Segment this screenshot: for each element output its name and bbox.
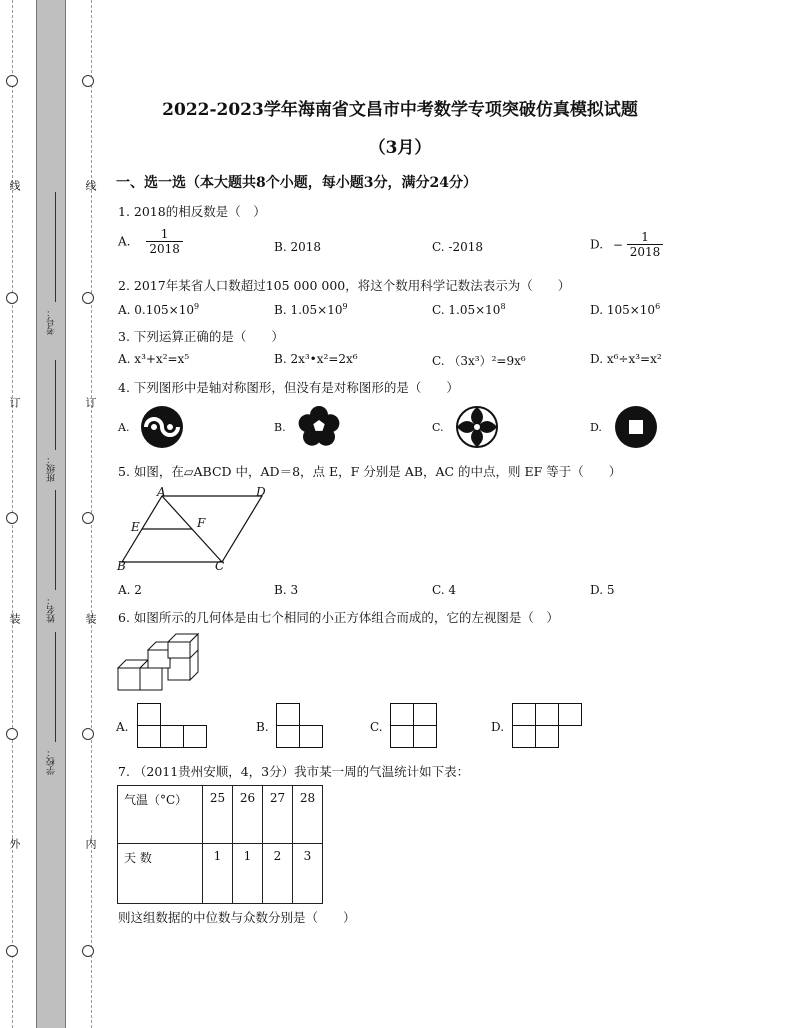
table-header-cell	[118, 786, 203, 844]
q4-figure-a-icon	[140, 405, 184, 449]
q5-option-a: A. 2	[118, 583, 142, 597]
q6-option-a-label: A.	[116, 720, 129, 734]
q1-option-d	[590, 230, 663, 259]
q4-option-c-label: C.	[432, 421, 444, 434]
question-5: 5. 如图，在▱ABCD 中，AD＝8，点 E，F 分别是 AB，AC 的中点，则 EF 等于（ ）	[118, 464, 622, 479]
q1-option-d-label: D.	[590, 237, 604, 252]
q4-figure-b-icon	[297, 405, 341, 449]
table-cell	[203, 786, 233, 844]
table-cell	[203, 844, 233, 904]
table-cell	[263, 844, 293, 904]
q6-option-b-label: B.	[256, 720, 269, 734]
q1-option-a-label: A.	[118, 234, 131, 249]
q4-figure-c-icon	[455, 405, 499, 449]
q3-option-d: D. x⁶÷x³=x²	[590, 352, 662, 366]
temp-value: 27	[269, 791, 286, 805]
binding-hole	[6, 728, 18, 740]
q6-view-c	[390, 703, 438, 749]
q3-option-b: B. 2x³•x²=2x⁶	[274, 352, 358, 366]
binding-hole	[82, 728, 94, 740]
q2-option-a	[118, 302, 199, 317]
q2-option-c-text: C. 1.05×10	[432, 303, 501, 317]
table-row	[118, 844, 323, 904]
numerator: 1	[627, 230, 664, 245]
days-value: 3	[303, 849, 312, 863]
temp-value: 28	[299, 791, 316, 805]
exam-number-field[interactable]	[55, 192, 56, 302]
q4-option-b-label: B.	[274, 421, 286, 434]
row-label: 气温（°C）	[124, 793, 188, 807]
temp-value: 26	[239, 791, 256, 805]
question-3: 3. 下列运算正确的是（ ）	[118, 329, 284, 344]
margin-char-inner: 装	[84, 613, 97, 624]
question-6: 6. 如图所示的几何体是由七个相同的小正方体组合而成的，它的左视图是（ ）	[118, 610, 559, 625]
binding-strip	[36, 0, 66, 1028]
point-label-f: F	[197, 516, 206, 530]
fraction	[627, 230, 664, 259]
table-row	[118, 786, 323, 844]
days-value: 2	[273, 849, 282, 863]
q2-option-d	[590, 302, 660, 317]
school-field[interactable]	[55, 632, 56, 742]
q4-option-d-label: D.	[590, 421, 602, 434]
row-label: 天 数	[124, 851, 152, 865]
section-heading: 一、选一选（本大题共8个小题，每小题3分，满分24分）	[116, 175, 477, 191]
question-7: 7. （2011贵州安顺，4，3分）我市某一周的气温统计如下表：	[118, 764, 470, 779]
q6-option-c-label: C.	[370, 720, 383, 734]
table-cell	[233, 844, 263, 904]
binding-hole	[82, 512, 94, 524]
question-1: 1. 2018的相反数是（ ）	[118, 204, 266, 219]
q6-view-b	[276, 703, 324, 749]
temperature-table	[117, 785, 323, 904]
point-label-b: B	[117, 559, 126, 573]
question-4: 4. 下列图形中是轴对称图形，但没有是对称图形的是（ ）	[118, 380, 459, 395]
binding-hole	[6, 945, 18, 957]
q6-view-d	[512, 703, 584, 749]
point-label-c: C	[215, 559, 225, 573]
q5-option-d: D. 5	[590, 583, 615, 597]
margin-char-outer: 线	[8, 180, 21, 191]
q6-cube-stack-figure	[116, 632, 206, 692]
point-label-a: A	[157, 485, 166, 499]
exam-title: 2022-2023学年海南省文昌市中考数学专项突破仿真模拟试题	[162, 100, 638, 120]
point-label-d: D	[256, 485, 266, 499]
q3-option-a: A. x³+x²=x⁵	[118, 352, 190, 366]
table-cell	[233, 786, 263, 844]
binding-hole	[6, 512, 18, 524]
q2-option-b-text: B. 1.05×10	[274, 303, 343, 317]
q1-option-c: C. -2018	[432, 240, 483, 254]
q6-option-d-label: D.	[491, 720, 505, 734]
margin-char-outer: 装	[8, 613, 21, 624]
table-cell	[293, 844, 323, 904]
margin-char-inner: 订	[84, 397, 97, 408]
point-label-e: E	[131, 520, 140, 534]
exam-number-label: 考号：	[47, 308, 57, 335]
days-value: 1	[213, 849, 222, 863]
exam-subtitle: （3月）	[368, 138, 432, 158]
q4-figure-d-icon	[614, 405, 658, 449]
question-7-followup: 则这组数据的中位数与众数分别是（ ）	[118, 910, 356, 925]
denominator: 2018	[629, 245, 661, 259]
name-field[interactable]	[55, 490, 56, 590]
class-field[interactable]	[55, 360, 56, 450]
q2-option-d-text: D. 105×10	[590, 303, 656, 317]
binding-hole	[82, 75, 94, 87]
days-value: 1	[243, 849, 252, 863]
margin-char-inner: 线	[84, 180, 97, 191]
exponent: 8	[500, 302, 506, 311]
q1-option-a	[118, 227, 183, 256]
name-label: 姓名：	[47, 596, 57, 623]
binding-hole	[82, 945, 94, 957]
class-label: 班级：	[47, 455, 57, 482]
school-label: 学校：	[47, 748, 57, 775]
exponent: 9	[193, 302, 200, 311]
temp-value: 25	[209, 791, 226, 805]
margin-char-inner: 内	[84, 838, 97, 849]
denominator: 2018	[149, 242, 180, 256]
question-2: 2. 2017年某省人口数超过105 000 000，将这个数用科学记数法表示为（ ）	[118, 278, 571, 293]
q2-option-c	[432, 302, 506, 317]
binding-hole	[6, 292, 18, 304]
q2-option-a-text: A. 0.105×10	[118, 303, 194, 317]
exponent: 9	[342, 302, 348, 311]
q3-option-c: C. （3x³）²=9x⁶	[432, 354, 526, 368]
q5-option-c: C. 4	[432, 583, 457, 597]
binding-hole	[82, 292, 94, 304]
margin-char-outer: 订	[8, 397, 21, 408]
q5-option-b: B. 3	[274, 583, 299, 597]
table-header-cell	[118, 844, 203, 904]
table-cell	[263, 786, 293, 844]
minus-sign: −	[612, 237, 623, 252]
q2-option-b	[274, 302, 348, 317]
q1-option-b: B. 2018	[274, 240, 321, 254]
exponent: 6	[655, 302, 661, 311]
binding-hole	[6, 75, 18, 87]
q6-view-a	[137, 703, 207, 749]
margin-char-outer: 外	[8, 838, 21, 849]
fraction	[146, 227, 183, 256]
table-cell	[293, 786, 323, 844]
q4-option-a-label: A.	[118, 421, 130, 434]
numerator: 1	[146, 227, 183, 242]
